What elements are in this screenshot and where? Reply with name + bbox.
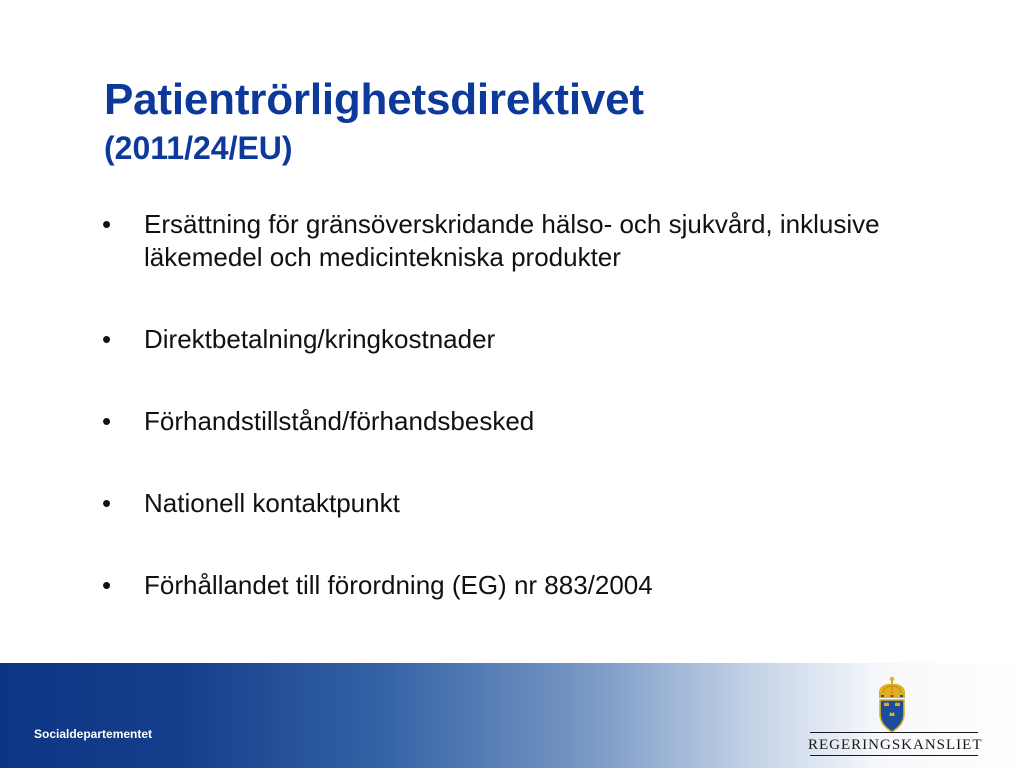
logo-divider [810,755,978,756]
bullet-marker: • [102,406,112,436]
bullet-item [100,569,960,602]
bullet-item [100,487,960,520]
bullet-text: Direktbetalning/kringkostnader [144,324,496,354]
bullet-list [100,208,960,602]
bullet-text: Nationell kontaktpunkt [144,488,400,518]
bullet-text: Förhandstillstånd/förhandsbesked [144,406,535,436]
swedish-royal-crest-icon [872,676,912,734]
bullet-marker: • [102,324,112,354]
slide-title: Patientrörlighetsdirektivet [104,75,644,124]
bullet-marker: • [102,209,112,239]
bullet-marker: • [102,488,112,518]
logo-wordmark: REGERINGSKANSLIET [808,737,983,753]
title-block [104,74,964,168]
bullet-item [100,323,960,356]
bullet-text: Ersättning för gränsöverskridande hälso- och sjukvård, inklusive läkemedel och medicintekniska produkter [144,209,880,272]
bullet-text: Förhållandet till förordning (EG) nr 883/2004 [144,570,653,600]
slide-subtitle: (2011/24/EU) [104,130,293,166]
bullet-item [100,405,960,438]
regeringskansliet-logo [808,676,983,758]
bullet-marker: • [102,570,112,600]
bullet-item [100,208,960,274]
department-label: Socialdepartementet [34,727,153,741]
logo-divider [810,732,978,733]
